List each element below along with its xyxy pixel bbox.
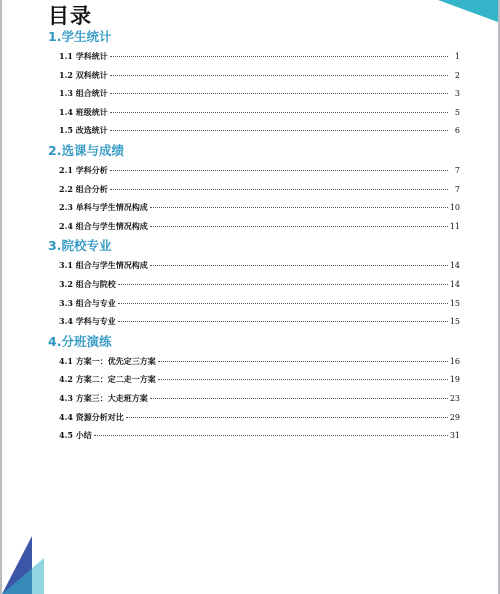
toc-entry[interactable] <box>48 256 460 275</box>
page-number: 16 <box>449 356 460 366</box>
page-number: 15 <box>449 298 460 308</box>
page-number: 29 <box>449 412 460 422</box>
dot-leader <box>158 361 448 362</box>
toc-entry[interactable] <box>48 47 460 66</box>
entry-number: 3.1 <box>59 260 73 271</box>
entry-number: 1.5 <box>59 125 73 136</box>
page-number: 6 <box>454 126 460 136</box>
dot-leader <box>110 112 448 113</box>
entry-number: 1.3 <box>59 88 73 99</box>
entry-text: 方案二：定二走一方案 <box>75 375 156 385</box>
entry-label <box>59 294 116 314</box>
entry-label <box>59 66 108 86</box>
entry-text: 组合与学生情况构成 <box>75 221 148 231</box>
entry-label <box>59 256 148 276</box>
entry-text: 方案三：大走班方案 <box>75 393 148 403</box>
entry-label <box>59 370 156 390</box>
entry-number: 2.3 <box>59 202 73 213</box>
toc-entry[interactable] <box>48 66 460 85</box>
toc-entry[interactable] <box>48 312 460 331</box>
entry-text: 小结 <box>75 431 92 441</box>
entry-number: 3.4 <box>59 316 73 327</box>
page-number: 23 <box>449 393 460 403</box>
entry-text: 班级统计 <box>75 107 108 117</box>
entry-number: 1.1 <box>59 51 73 61</box>
entry-label <box>59 352 156 372</box>
entry-label <box>59 408 124 428</box>
page-number: 31 <box>449 431 460 441</box>
dot-leader <box>110 75 448 76</box>
entry-text: 组合统计 <box>75 89 108 99</box>
dot-leader <box>118 303 448 304</box>
entry-text: 学科统计 <box>75 52 108 61</box>
toc-section <box>48 26 460 140</box>
page-number: 11 <box>449 221 460 231</box>
dot-leader <box>150 226 448 227</box>
page-number: 10 <box>449 203 460 213</box>
entry-number: 3.2 <box>59 278 73 289</box>
entry-label <box>59 389 148 409</box>
entry-label <box>59 198 148 218</box>
page-number: 14 <box>449 261 460 271</box>
section-heading[interactable]: 2.选课与成绩 <box>48 142 124 158</box>
entry-number: 1.4 <box>59 106 73 117</box>
dot-leader <box>150 265 448 266</box>
dot-leader <box>150 398 448 399</box>
toc-entry[interactable] <box>48 121 460 140</box>
entry-number: 2.2 <box>59 183 73 194</box>
entry-label <box>59 312 116 332</box>
entry-label <box>59 426 92 446</box>
dot-leader <box>158 379 448 380</box>
toc-entry[interactable] <box>48 389 460 408</box>
entry-number: 2.4 <box>59 220 73 231</box>
toc-entry[interactable] <box>48 103 460 122</box>
page-number: 19 <box>449 375 460 385</box>
entry-text: 资源分析对比 <box>75 412 124 422</box>
toc-entry[interactable] <box>48 84 460 103</box>
page-number: 2 <box>454 70 460 80</box>
toc-entry[interactable] <box>48 180 460 199</box>
dot-leader <box>118 284 448 285</box>
entry-number: 4.4 <box>59 411 73 422</box>
entry-number: 1.2 <box>59 69 73 80</box>
entry-number: 2.1 <box>59 164 73 175</box>
toc-entry[interactable] <box>48 294 460 313</box>
dot-leader <box>150 207 448 208</box>
entry-text: 方案一：优先定三方案 <box>75 356 156 366</box>
dot-leader <box>110 130 448 131</box>
entry-text: 改选统计 <box>75 126 108 136</box>
page-number: 3 <box>454 89 460 99</box>
toc-section <box>48 140 460 235</box>
toc-section <box>48 235 460 330</box>
entry-label <box>59 84 108 104</box>
page-number: 14 <box>449 279 460 289</box>
entry-label <box>59 161 108 181</box>
entry-text: 单科与学生情况构成 <box>75 203 148 213</box>
entry-label <box>59 47 108 67</box>
dot-leader <box>110 170 448 171</box>
entry-label <box>59 180 108 200</box>
toc-entry[interactable] <box>48 275 460 294</box>
entry-label <box>59 275 116 295</box>
section-heading[interactable]: 4.分班演练 <box>48 333 112 349</box>
entry-text: 组合与院校 <box>75 279 116 289</box>
corner-decoration-bottom-left <box>2 536 44 594</box>
toc-entry[interactable] <box>48 198 460 217</box>
entry-number: 4.5 <box>59 430 73 441</box>
toc-entry[interactable] <box>48 352 460 371</box>
page-number: 5 <box>454 107 460 117</box>
toc-entry[interactable] <box>48 426 460 445</box>
corner-decoration-top-right <box>438 0 498 22</box>
toc-entry[interactable] <box>48 161 460 180</box>
entry-text: 组合与专业 <box>75 298 116 308</box>
entry-text: 组合与学生情况构成 <box>75 261 148 271</box>
entry-text: 双科统计 <box>75 70 108 80</box>
toc-entry[interactable] <box>48 408 460 427</box>
dot-leader <box>118 321 448 322</box>
dot-leader <box>94 435 448 436</box>
entry-number: 4.3 <box>59 392 73 403</box>
page-number: 7 <box>454 184 460 194</box>
entry-text: 学科与专业 <box>75 317 116 327</box>
entry-number: 4.2 <box>59 374 73 385</box>
document-page <box>2 0 498 594</box>
entry-number: 4.1 <box>59 355 73 366</box>
section-heading[interactable]: 3.院校专业 <box>48 238 112 254</box>
dot-leader <box>110 93 448 94</box>
entry-number: 3.3 <box>59 297 73 308</box>
toc-title: 目录 <box>48 4 92 28</box>
dot-leader <box>110 189 448 190</box>
entry-label <box>59 217 148 237</box>
page-number: 1 <box>454 52 460 61</box>
toc-entry[interactable] <box>48 370 460 389</box>
page-number: 15 <box>449 317 460 327</box>
page-number: 7 <box>454 165 460 175</box>
entry-text: 组合分析 <box>75 184 108 194</box>
table-of-contents <box>48 26 460 445</box>
entry-text: 学科分析 <box>75 165 108 175</box>
toc-section <box>48 331 460 445</box>
toc-entry[interactable] <box>48 217 460 236</box>
section-heading[interactable]: 1.学生统计 <box>48 29 112 44</box>
entry-label <box>59 103 108 123</box>
entry-label <box>59 121 108 141</box>
dot-leader <box>110 56 448 57</box>
dot-leader <box>126 417 448 418</box>
